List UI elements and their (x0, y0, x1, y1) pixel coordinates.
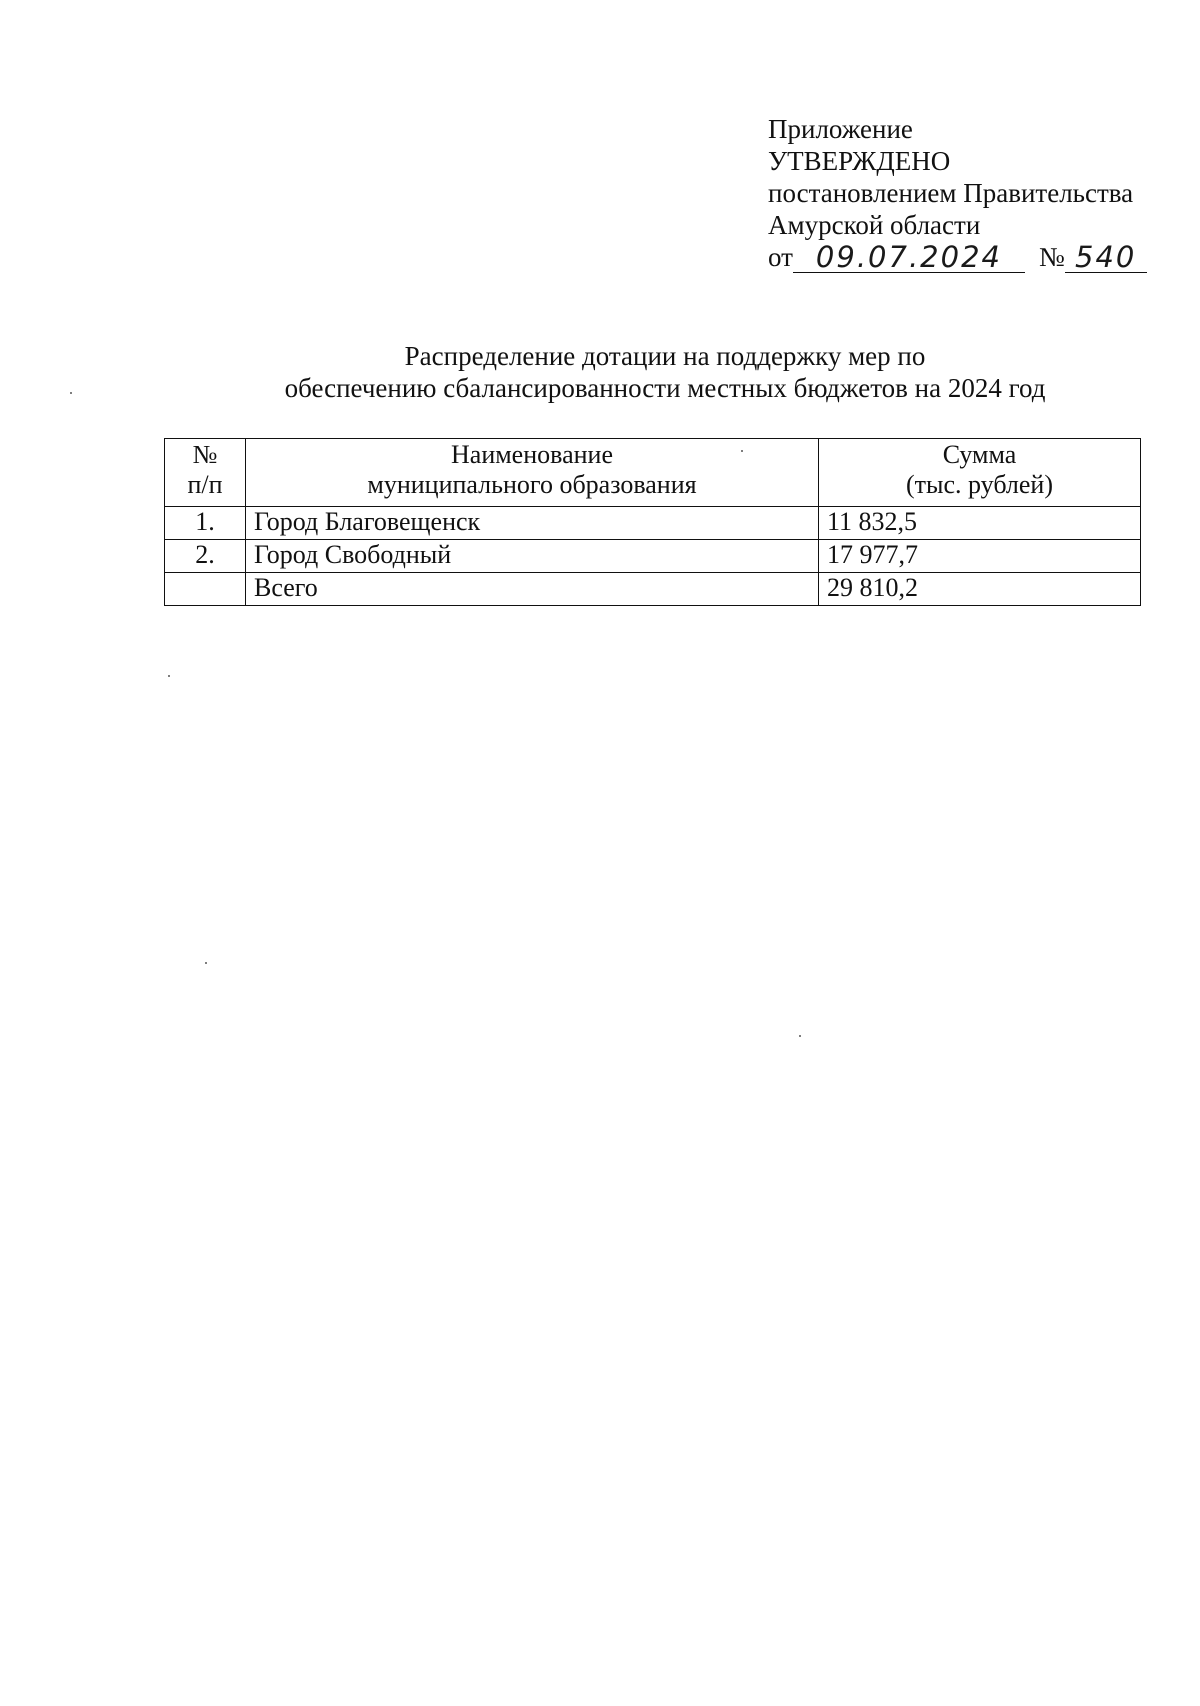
region-label: Амурской области (768, 210, 981, 240)
appendix-label: Приложение (768, 114, 913, 144)
document-title (200, 340, 1130, 404)
date-prefix: от (768, 242, 793, 272)
title-line-1: Распределение дотации на поддержку мер по (404, 341, 926, 371)
header-name-line2: муниципального образования (367, 470, 697, 499)
handwritten-date: 09.07.2024 (793, 242, 1025, 273)
handwritten-number: 540 (1065, 242, 1147, 273)
scan-speck (168, 675, 170, 677)
header-sum-line2: (тыс. рублей) (905, 470, 1053, 499)
header-number (165, 439, 246, 507)
header-number-line2: п/п (187, 470, 223, 499)
distribution-table (164, 438, 1141, 606)
approved-label: УТВЕРЖДЕНО (768, 146, 951, 176)
row-name: Город Свободный (246, 540, 819, 573)
header-name (246, 439, 819, 507)
scan-speck (205, 962, 207, 964)
number-prefix: № (1038, 242, 1065, 272)
table-row (165, 540, 1141, 573)
row-number: 2. (165, 540, 246, 573)
resolution-label: постановлением Правительства (768, 178, 1134, 208)
row-sum: 17 977,7 (819, 540, 1141, 573)
total-row (165, 573, 1141, 606)
table-row (165, 507, 1141, 540)
table-header-row (165, 439, 1141, 507)
title-line-2: обеспечению сбалансированности местных бюджетов на 2024 год (284, 373, 1046, 403)
row-number (165, 573, 246, 606)
row-sum: 11 832,5 (819, 507, 1141, 540)
row-name: Город Благовещенск (246, 507, 819, 540)
row-sum: 29 810,2 (819, 573, 1141, 606)
header-sum (819, 439, 1141, 507)
row-number: 1. (165, 507, 246, 540)
header-number-line1: № (192, 440, 218, 469)
header-sum-line1: Сумма (942, 440, 1017, 469)
scan-speck (70, 392, 72, 394)
date-number-line (768, 241, 1168, 273)
scan-speck (799, 1035, 801, 1037)
scan-speck (741, 450, 743, 452)
approval-block (768, 113, 1168, 273)
header-name-line1: Наименование (451, 440, 613, 469)
row-name: Всего (246, 573, 819, 606)
